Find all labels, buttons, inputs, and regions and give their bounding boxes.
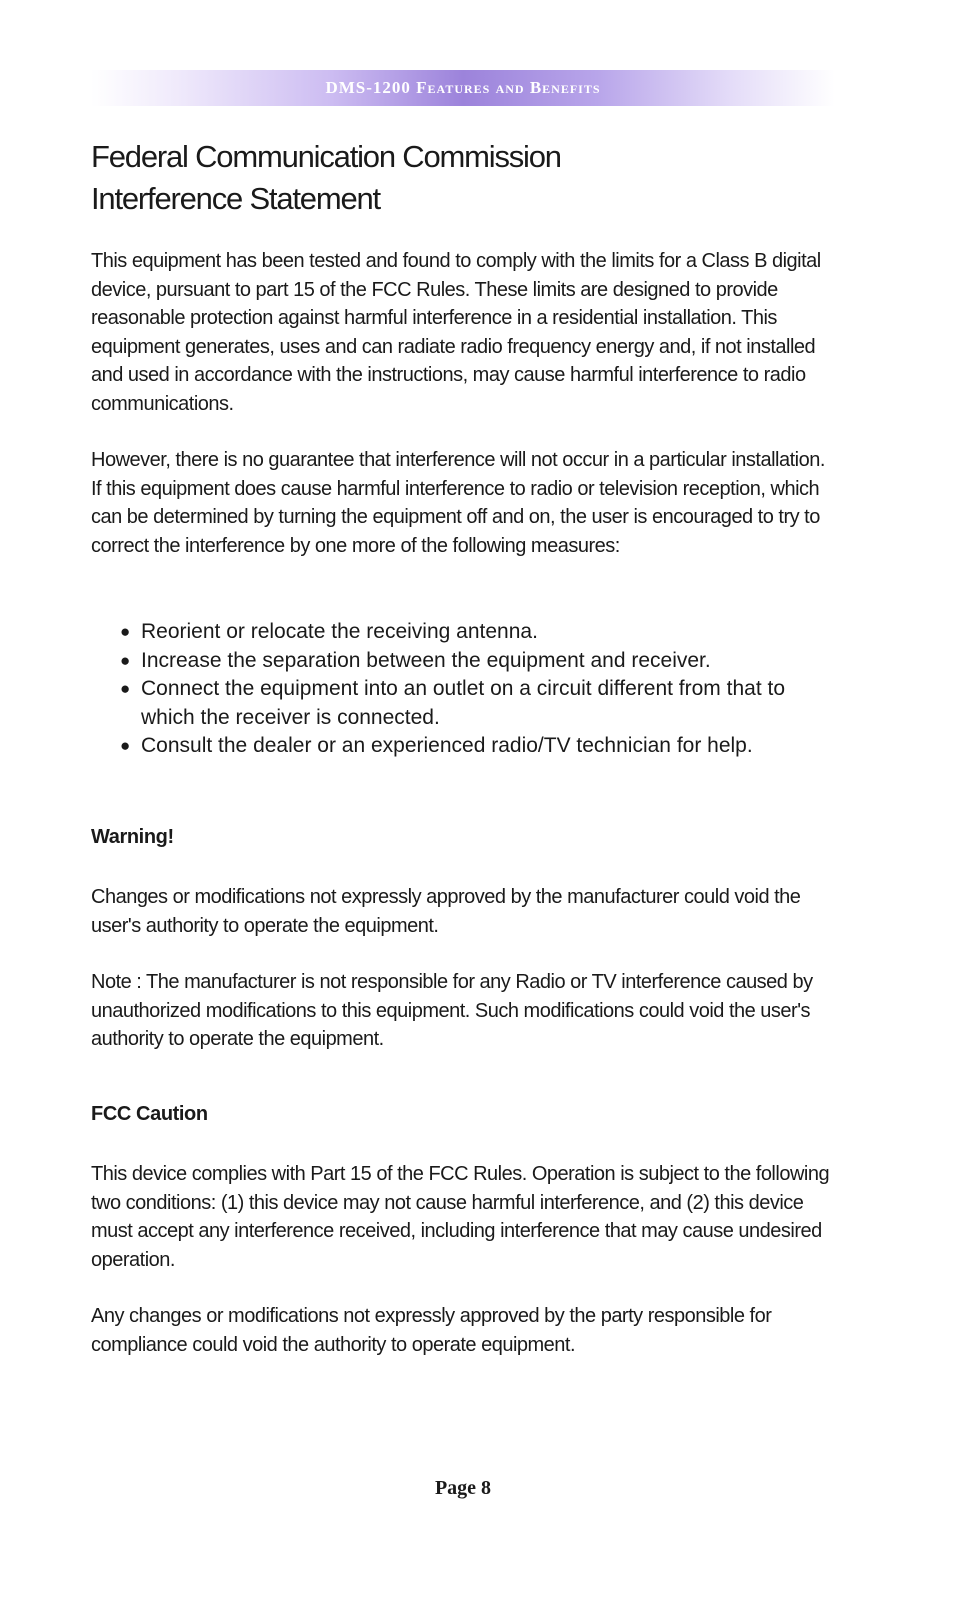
interference-paragraph: However, there is no guarantee that interference will not occur in a particular installation. If this equipment does cause harmful interference to radio or television reception, which can be determined by turning the equipment off and on, the user is encouraged to try to correct the interference by one more of the following measures: bbox=[91, 449, 825, 557]
fcc-caution-heading: FCC Caution bbox=[91, 1103, 208, 1125]
warning-heading: Warning! bbox=[91, 826, 174, 848]
fcc-conditions-paragraph: This device complies with Part 15 of the FCC Rules. Operation is subject to the following two conditions: (1) this device may not cause harmful interference, and (2) this device must accept any interference received, including interference that may cause undesired operation. bbox=[91, 1163, 830, 1271]
measures-list bbox=[120, 618, 840, 761]
list-item-text: Consult the dealer or an experienced radio/TV technician for help. bbox=[141, 734, 753, 758]
bullet-icon: ● bbox=[120, 650, 131, 670]
list-item-text: Increase the separation between the equipment and receiver. bbox=[141, 648, 711, 672]
page-title-line-2: Interference Statement bbox=[91, 181, 380, 216]
list-item bbox=[120, 647, 840, 676]
bullet-icon: ● bbox=[120, 736, 131, 756]
note-paragraph: Note : The manufacturer is not responsible for any Radio or TV interference caused by unauthorized modifications to this equipment. Such modifications could void the user's authority to operate the equipment. bbox=[91, 971, 813, 1051]
running-header: DMS-1200 Features and Benefits bbox=[325, 78, 601, 97]
compliance-paragraph: This equipment has been tested and found to comply with the limits for a Class B digital device, pursuant to part 15 of the FCC Rules. These limits are designed to provide reasonable protection against harmful interference in a residential installation. This equipment generates, uses and can radiate radio frequency energy and, if not installed and used in accordance with the instructions, may cause harmful interference to radio communications. bbox=[91, 250, 821, 415]
bullet-icon: ● bbox=[120, 679, 131, 699]
page-title bbox=[91, 136, 835, 220]
list-item bbox=[120, 732, 840, 761]
page-title-line-1: Federal Communication Commission bbox=[91, 139, 561, 174]
list-item-text: Connect the equipment into an outlet on a circuit different from that to which the receiver is connected. bbox=[141, 677, 785, 729]
list-item-text: Reorient or relocate the receiving antenna. bbox=[141, 620, 538, 643]
warning-paragraph: Changes or modifications not expressly approved by the manufacturer could void the user's authority to operate the equipment. bbox=[91, 886, 801, 937]
list-item bbox=[120, 618, 840, 647]
list-item bbox=[120, 675, 840, 732]
page-number: Page 8 bbox=[434, 1477, 492, 1499]
bullet-icon: ● bbox=[120, 622, 131, 641]
fcc-changes-paragraph: Any changes or modifications not expressly approved by the party responsible for compliance could void the authority to operate equipment. bbox=[91, 1305, 772, 1356]
